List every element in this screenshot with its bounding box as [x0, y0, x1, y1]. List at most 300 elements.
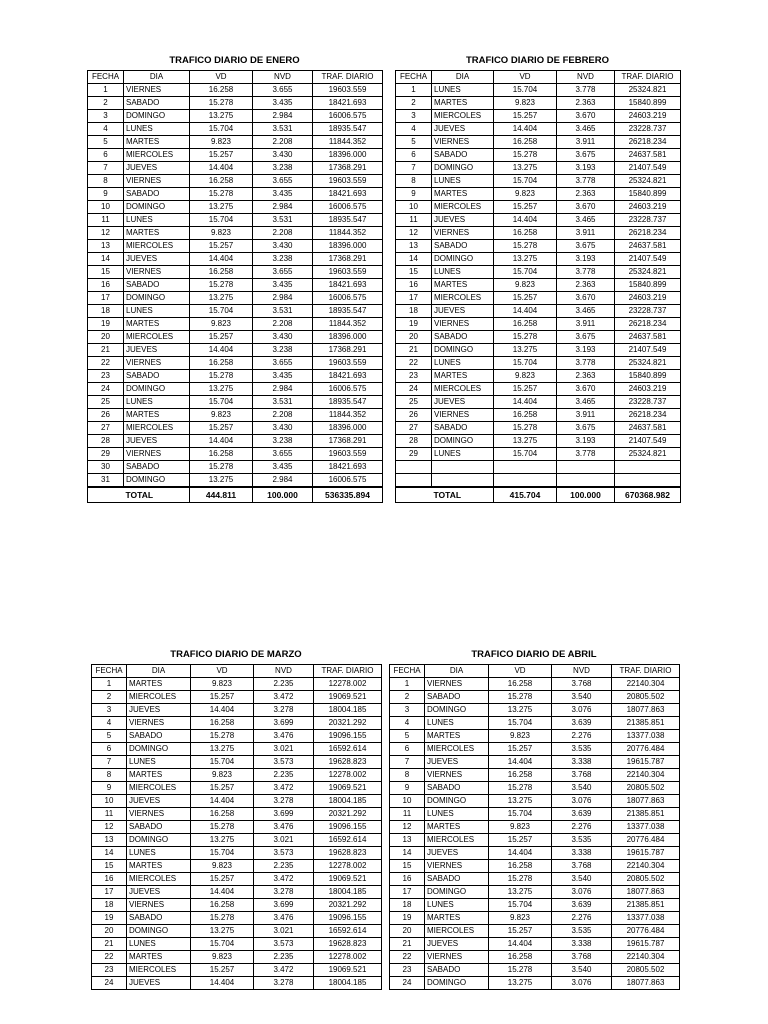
dia-cell: SABADO	[432, 149, 494, 162]
traf-cell: 19615.787	[612, 938, 680, 951]
dia-cell: MIERCOLES	[425, 743, 489, 756]
dia-cell: MARTES	[127, 769, 191, 782]
fecha-cell: 16	[390, 873, 425, 886]
dia-cell: MIERCOLES	[425, 834, 489, 847]
vd-cell: 15.257	[494, 292, 557, 305]
nvd-cell: 3.639	[552, 717, 612, 730]
vd-cell: 16.258	[190, 448, 253, 461]
vd-cell: 9.823	[494, 279, 557, 292]
fecha-cell: 8	[390, 769, 425, 782]
dia-cell: VIERNES	[127, 808, 191, 821]
nvd-cell: 3.193	[557, 344, 615, 357]
vd-cell: 13.275	[191, 925, 254, 938]
vd-cell: 13.275	[190, 474, 253, 488]
fecha-cell: 6	[390, 743, 425, 756]
dia-cell: JUEVES	[432, 305, 494, 318]
fecha-cell: 5	[396, 136, 432, 149]
nvd-cell: 3.540	[552, 873, 612, 886]
table-row	[390, 873, 680, 886]
vd-cell: 15.278	[190, 188, 253, 201]
table-row	[390, 691, 680, 704]
table-row	[88, 422, 383, 435]
traf-cell: 19069.521	[314, 691, 382, 704]
dia-cell: MIERCOLES	[432, 110, 494, 123]
traf-cell: 22140.304	[612, 769, 680, 782]
traf-cell: 20321.292	[314, 808, 382, 821]
table-row	[92, 951, 382, 964]
nvd-cell: 3.435	[253, 370, 313, 383]
dia-cell: SABADO	[425, 691, 489, 704]
traf-cell: 19069.521	[314, 782, 382, 795]
dia-cell: JUEVES	[425, 847, 489, 860]
fecha-cell: 29	[396, 448, 432, 461]
nvd-cell: 3.193	[557, 253, 615, 266]
total-vd: 415.704	[494, 487, 557, 503]
fecha-cell: 8	[88, 175, 124, 188]
col-header-nvd: NVD	[253, 71, 313, 84]
vd-cell: 13.275	[191, 834, 254, 847]
fecha-cell: 2	[396, 97, 432, 110]
fecha-cell: 1	[390, 678, 425, 691]
fecha-cell: 3	[390, 704, 425, 717]
traf-cell: 18077.863	[612, 795, 680, 808]
nvd-cell: 3.076	[552, 977, 612, 990]
table-row	[92, 873, 382, 886]
vd-cell: 15.278	[190, 370, 253, 383]
table-row	[88, 448, 383, 461]
fecha-cell: 20	[88, 331, 124, 344]
traf-cell: 18396.000	[313, 331, 383, 344]
vd-cell: 14.404	[494, 214, 557, 227]
traf-cell: 12278.002	[314, 769, 382, 782]
dia-cell: JUEVES	[127, 977, 191, 990]
fecha-cell: 16	[396, 279, 432, 292]
fecha-cell: 10	[396, 201, 432, 214]
dia-cell: MARTES	[124, 318, 190, 331]
table-row	[92, 743, 382, 756]
traf-cell: 20321.292	[314, 717, 382, 730]
dia-cell: JUEVES	[425, 756, 489, 769]
nvd-cell: 3.531	[253, 305, 313, 318]
dia-cell: MARTES	[425, 912, 489, 925]
nvd-cell: 2.363	[557, 370, 615, 383]
traf-cell: 16006.575	[313, 292, 383, 305]
table-row	[92, 847, 382, 860]
vd-cell: 9.823	[190, 409, 253, 422]
vd-cell: 16.258	[190, 84, 253, 97]
fecha-cell: 12	[390, 821, 425, 834]
vd-cell: 15.278	[190, 97, 253, 110]
nvd-cell: 3.911	[557, 409, 615, 422]
table-row	[92, 795, 382, 808]
dia-cell: MARTES	[127, 951, 191, 964]
nvd-cell: 3.465	[557, 123, 615, 136]
col-header-fecha: FECHA	[88, 71, 124, 84]
dia-cell: SABADO	[127, 821, 191, 834]
vd-cell: 15.704	[190, 305, 253, 318]
dia-cell: VIERNES	[124, 175, 190, 188]
traf-cell: 15840.899	[615, 97, 681, 110]
dia-cell: LUNES	[124, 396, 190, 409]
traf-cell: 24637.581	[615, 240, 681, 253]
table-row	[396, 240, 681, 253]
vd-cell: 15.704	[191, 847, 254, 860]
vd-cell: 15.278	[190, 461, 253, 474]
fecha-cell: 29	[88, 448, 124, 461]
fecha-cell: 23	[396, 370, 432, 383]
table-row	[92, 964, 382, 977]
traf-cell: 16006.575	[313, 474, 383, 488]
traf-cell: 21407.549	[615, 344, 681, 357]
table-title-marzo: TRAFICO DIARIO DE MARZO	[170, 649, 302, 660]
table-row	[92, 769, 382, 782]
table-title-abril: TRAFICO DIARIO DE ABRIL	[471, 649, 597, 660]
vd-cell: 14.404	[489, 756, 552, 769]
table-row	[92, 730, 382, 743]
vd-cell: 14.404	[190, 344, 253, 357]
nvd-cell: 3.238	[253, 162, 313, 175]
nvd-cell: 3.675	[557, 331, 615, 344]
table-row	[396, 435, 681, 448]
nvd-cell: 3.430	[253, 331, 313, 344]
table-row	[92, 899, 382, 912]
table-row	[92, 756, 382, 769]
total-row	[88, 487, 383, 503]
fecha-cell: 7	[88, 162, 124, 175]
fecha-cell: 15	[390, 860, 425, 873]
nvd-cell: 3.639	[552, 899, 612, 912]
traf-cell: 20805.502	[612, 873, 680, 886]
dia-cell: MARTES	[432, 370, 494, 383]
nvd-cell: 3.778	[557, 357, 615, 370]
table-row	[88, 292, 383, 305]
table-row	[88, 214, 383, 227]
traf-cell	[615, 474, 681, 488]
vd-cell: 15.704	[190, 214, 253, 227]
table-row	[396, 370, 681, 383]
vd-cell: 13.275	[489, 977, 552, 990]
vd-cell: 9.823	[191, 951, 254, 964]
dia-cell: VIERNES	[127, 717, 191, 730]
table-row	[88, 305, 383, 318]
traf-cell: 16592.614	[314, 743, 382, 756]
vd-cell: 9.823	[191, 769, 254, 782]
vd-cell: 15.257	[190, 240, 253, 253]
table-row	[88, 266, 383, 279]
fecha-cell: 16	[88, 279, 124, 292]
nvd-cell: 3.465	[557, 214, 615, 227]
dia-cell: DOMINGO	[425, 795, 489, 808]
table-row	[92, 808, 382, 821]
dia-cell: LUNES	[432, 266, 494, 279]
table-row	[88, 409, 383, 422]
traf-cell: 26218.234	[615, 227, 681, 240]
traf-cell: 11844.352	[313, 409, 383, 422]
vd-cell: 15.278	[191, 730, 254, 743]
table-row	[396, 331, 681, 344]
traf-cell: 19096.155	[314, 912, 382, 925]
fecha-cell: 16	[92, 873, 127, 886]
vd-cell: 13.275	[190, 292, 253, 305]
traf-cell: 17368.291	[313, 253, 383, 266]
nvd-cell: 2.984	[253, 474, 313, 488]
table-row	[88, 357, 383, 370]
fecha-cell: 4	[88, 123, 124, 136]
traf-cell: 18421.693	[313, 461, 383, 474]
fecha-cell: 17	[92, 886, 127, 899]
nvd-cell: 3.670	[557, 292, 615, 305]
nvd-cell: 2.208	[253, 136, 313, 149]
vd-cell: 14.404	[191, 977, 254, 990]
traf-cell: 19096.155	[314, 730, 382, 743]
traf-cell: 24637.581	[615, 331, 681, 344]
fecha-cell	[396, 474, 432, 488]
nvd-cell: 3.699	[254, 808, 314, 821]
dia-cell: DOMINGO	[124, 201, 190, 214]
fecha-cell: 17	[88, 292, 124, 305]
traf-cell	[615, 461, 681, 474]
fecha-cell: 21	[92, 938, 127, 951]
fecha-cell: 24	[396, 383, 432, 396]
dia-cell: JUEVES	[124, 435, 190, 448]
fecha-cell: 12	[396, 227, 432, 240]
nvd-cell: 3.476	[254, 821, 314, 834]
dia-cell: MARTES	[127, 860, 191, 873]
dia-cell: SABADO	[432, 240, 494, 253]
dia-cell: DOMINGO	[124, 474, 190, 488]
dia-cell: MIERCOLES	[127, 691, 191, 704]
fecha-cell: 11	[92, 808, 127, 821]
nvd-cell: 3.535	[552, 925, 612, 938]
dia-cell: SABADO	[425, 964, 489, 977]
nvd-cell: 2.208	[253, 227, 313, 240]
nvd-cell: 2.363	[557, 279, 615, 292]
table-enero	[87, 70, 383, 503]
table-row	[396, 409, 681, 422]
vd-cell: 14.404	[191, 886, 254, 899]
table-row	[396, 149, 681, 162]
nvd-cell: 3.465	[557, 305, 615, 318]
traf-cell: 18935.547	[313, 305, 383, 318]
nvd-cell: 2.984	[253, 383, 313, 396]
nvd-cell: 3.472	[254, 782, 314, 795]
nvd-cell: 2.984	[253, 201, 313, 214]
dia-cell: LUNES	[124, 305, 190, 318]
dia-cell: MIERCOLES	[124, 240, 190, 253]
table-row	[396, 448, 681, 461]
col-header-traf: TRAF. DIARIO	[314, 665, 382, 678]
fecha-cell: 13	[390, 834, 425, 847]
dia-cell: DOMINGO	[124, 292, 190, 305]
nvd-cell: 3.193	[557, 435, 615, 448]
nvd-cell: 3.435	[253, 461, 313, 474]
traf-cell: 19096.155	[314, 821, 382, 834]
vd-cell: 9.823	[489, 730, 552, 743]
fecha-cell: 26	[396, 409, 432, 422]
table-row	[396, 383, 681, 396]
table-row	[92, 834, 382, 847]
vd-cell: 15.704	[489, 808, 552, 821]
nvd-cell: 3.531	[253, 396, 313, 409]
table-row	[92, 925, 382, 938]
vd-cell: 15.278	[489, 964, 552, 977]
traf-cell: 16592.614	[314, 925, 382, 938]
traf-cell: 20805.502	[612, 782, 680, 795]
dia-cell: MIERCOLES	[432, 292, 494, 305]
dia-cell: MARTES	[124, 227, 190, 240]
nvd-cell: 2.984	[253, 110, 313, 123]
table-row	[92, 886, 382, 899]
fecha-cell: 17	[390, 886, 425, 899]
traf-cell: 26218.234	[615, 318, 681, 331]
vd-cell: 9.823	[494, 188, 557, 201]
dia-cell: SABADO	[124, 461, 190, 474]
fecha-cell: 20	[92, 925, 127, 938]
dia-cell: SABADO	[124, 370, 190, 383]
dia-cell: VIERNES	[432, 227, 494, 240]
vd-cell: 15.278	[190, 279, 253, 292]
nvd-cell: 3.535	[552, 834, 612, 847]
vd-cell: 15.257	[190, 331, 253, 344]
table-row	[88, 84, 383, 97]
fecha-cell: 10	[390, 795, 425, 808]
nvd-cell: 3.531	[253, 214, 313, 227]
dia-cell: MARTES	[425, 730, 489, 743]
fecha-cell: 2	[88, 97, 124, 110]
table-row	[88, 188, 383, 201]
table-abril	[389, 664, 680, 990]
dia-cell: JUEVES	[432, 123, 494, 136]
traf-cell: 19615.787	[612, 756, 680, 769]
traf-cell: 21385.851	[612, 717, 680, 730]
table-row	[396, 110, 681, 123]
traf-cell: 16006.575	[313, 201, 383, 214]
vd-cell: 15.257	[190, 422, 253, 435]
fecha-cell: 21	[88, 344, 124, 357]
traf-cell: 24603.219	[615, 110, 681, 123]
nvd-cell: 3.540	[552, 782, 612, 795]
nvd-cell	[557, 461, 615, 474]
table-row	[396, 84, 681, 97]
dia-cell: LUNES	[127, 938, 191, 951]
table-row	[396, 188, 681, 201]
traf-cell: 19628.823	[314, 756, 382, 769]
col-header-nvd: NVD	[254, 665, 314, 678]
fecha-cell: 7	[92, 756, 127, 769]
traf-cell: 13377.038	[612, 912, 680, 925]
table-row	[390, 704, 680, 717]
col-header-nvd: NVD	[557, 71, 615, 84]
table-row	[92, 821, 382, 834]
nvd-cell: 3.021	[254, 834, 314, 847]
nvd-cell: 3.472	[254, 873, 314, 886]
traf-cell: 18004.185	[314, 704, 382, 717]
nvd-cell: 3.655	[253, 84, 313, 97]
nvd-cell: 2.208	[253, 318, 313, 331]
col-header-vd: VD	[489, 665, 552, 678]
nvd-cell: 3.193	[557, 162, 615, 175]
traf-cell: 18396.000	[313, 422, 383, 435]
vd-cell: 16.258	[494, 318, 557, 331]
traf-cell: 16006.575	[313, 383, 383, 396]
dia-cell: JUEVES	[124, 162, 190, 175]
table-row	[390, 756, 680, 769]
nvd-cell: 3.670	[557, 110, 615, 123]
table-row	[396, 201, 681, 214]
table-row	[390, 912, 680, 925]
table-row	[390, 717, 680, 730]
nvd-cell: 3.238	[253, 253, 313, 266]
fecha-cell: 10	[88, 201, 124, 214]
dia-cell: DOMINGO	[127, 743, 191, 756]
nvd-cell: 3.768	[552, 951, 612, 964]
table-row	[88, 344, 383, 357]
dia-cell: VIERNES	[124, 357, 190, 370]
col-header-vd: VD	[494, 71, 557, 84]
vd-cell: 14.404	[494, 305, 557, 318]
nvd-cell: 3.076	[552, 704, 612, 717]
fecha-cell: 11	[88, 214, 124, 227]
dia-cell: DOMINGO	[425, 886, 489, 899]
vd-cell: 15.257	[191, 964, 254, 977]
table-row	[396, 227, 681, 240]
dia-cell: VIERNES	[425, 769, 489, 782]
fecha-cell: 23	[92, 964, 127, 977]
col-header-fecha: FECHA	[92, 665, 127, 678]
traf-cell: 17368.291	[313, 344, 383, 357]
traf-cell: 17368.291	[313, 162, 383, 175]
vd-cell: 15.704	[494, 266, 557, 279]
nvd-cell: 3.699	[254, 899, 314, 912]
dia-cell: VIERNES	[425, 951, 489, 964]
total-traf: 536335.894	[313, 487, 383, 503]
table-row	[390, 886, 680, 899]
table-row	[396, 344, 681, 357]
table-row	[92, 678, 382, 691]
nvd-cell: 3.535	[552, 743, 612, 756]
fecha-cell: 19	[396, 318, 432, 331]
nvd-cell: 3.076	[552, 795, 612, 808]
nvd-cell: 3.430	[253, 149, 313, 162]
traf-cell: 22140.304	[612, 678, 680, 691]
vd-cell: 15.257	[191, 691, 254, 704]
dia-cell: JUEVES	[127, 704, 191, 717]
table-row	[88, 396, 383, 409]
vd-cell: 15.257	[191, 782, 254, 795]
vd-cell: 14.404	[489, 938, 552, 951]
table-row	[92, 938, 382, 951]
nvd-cell: 3.639	[552, 808, 612, 821]
table-row	[390, 951, 680, 964]
fecha-cell: 20	[390, 925, 425, 938]
traf-cell: 23228.737	[615, 123, 681, 136]
table-title-enero: TRAFICO DIARIO DE ENERO	[169, 55, 300, 66]
traf-cell: 21385.851	[612, 808, 680, 821]
vd-cell: 15.257	[489, 834, 552, 847]
dia-cell: JUEVES	[124, 344, 190, 357]
table-row	[92, 977, 382, 990]
dia-cell: SABADO	[124, 97, 190, 110]
dia-cell: JUEVES	[124, 253, 190, 266]
fecha-cell: 9	[390, 782, 425, 795]
dia-cell: MIERCOLES	[432, 383, 494, 396]
nvd-cell: 3.911	[557, 318, 615, 331]
table-row	[88, 370, 383, 383]
dia-cell: SABADO	[432, 331, 494, 344]
table-title-febrero: TRAFICO DIARIO DE FEBRERO	[465, 55, 610, 66]
fecha-cell: 22	[396, 357, 432, 370]
table-row	[396, 123, 681, 136]
